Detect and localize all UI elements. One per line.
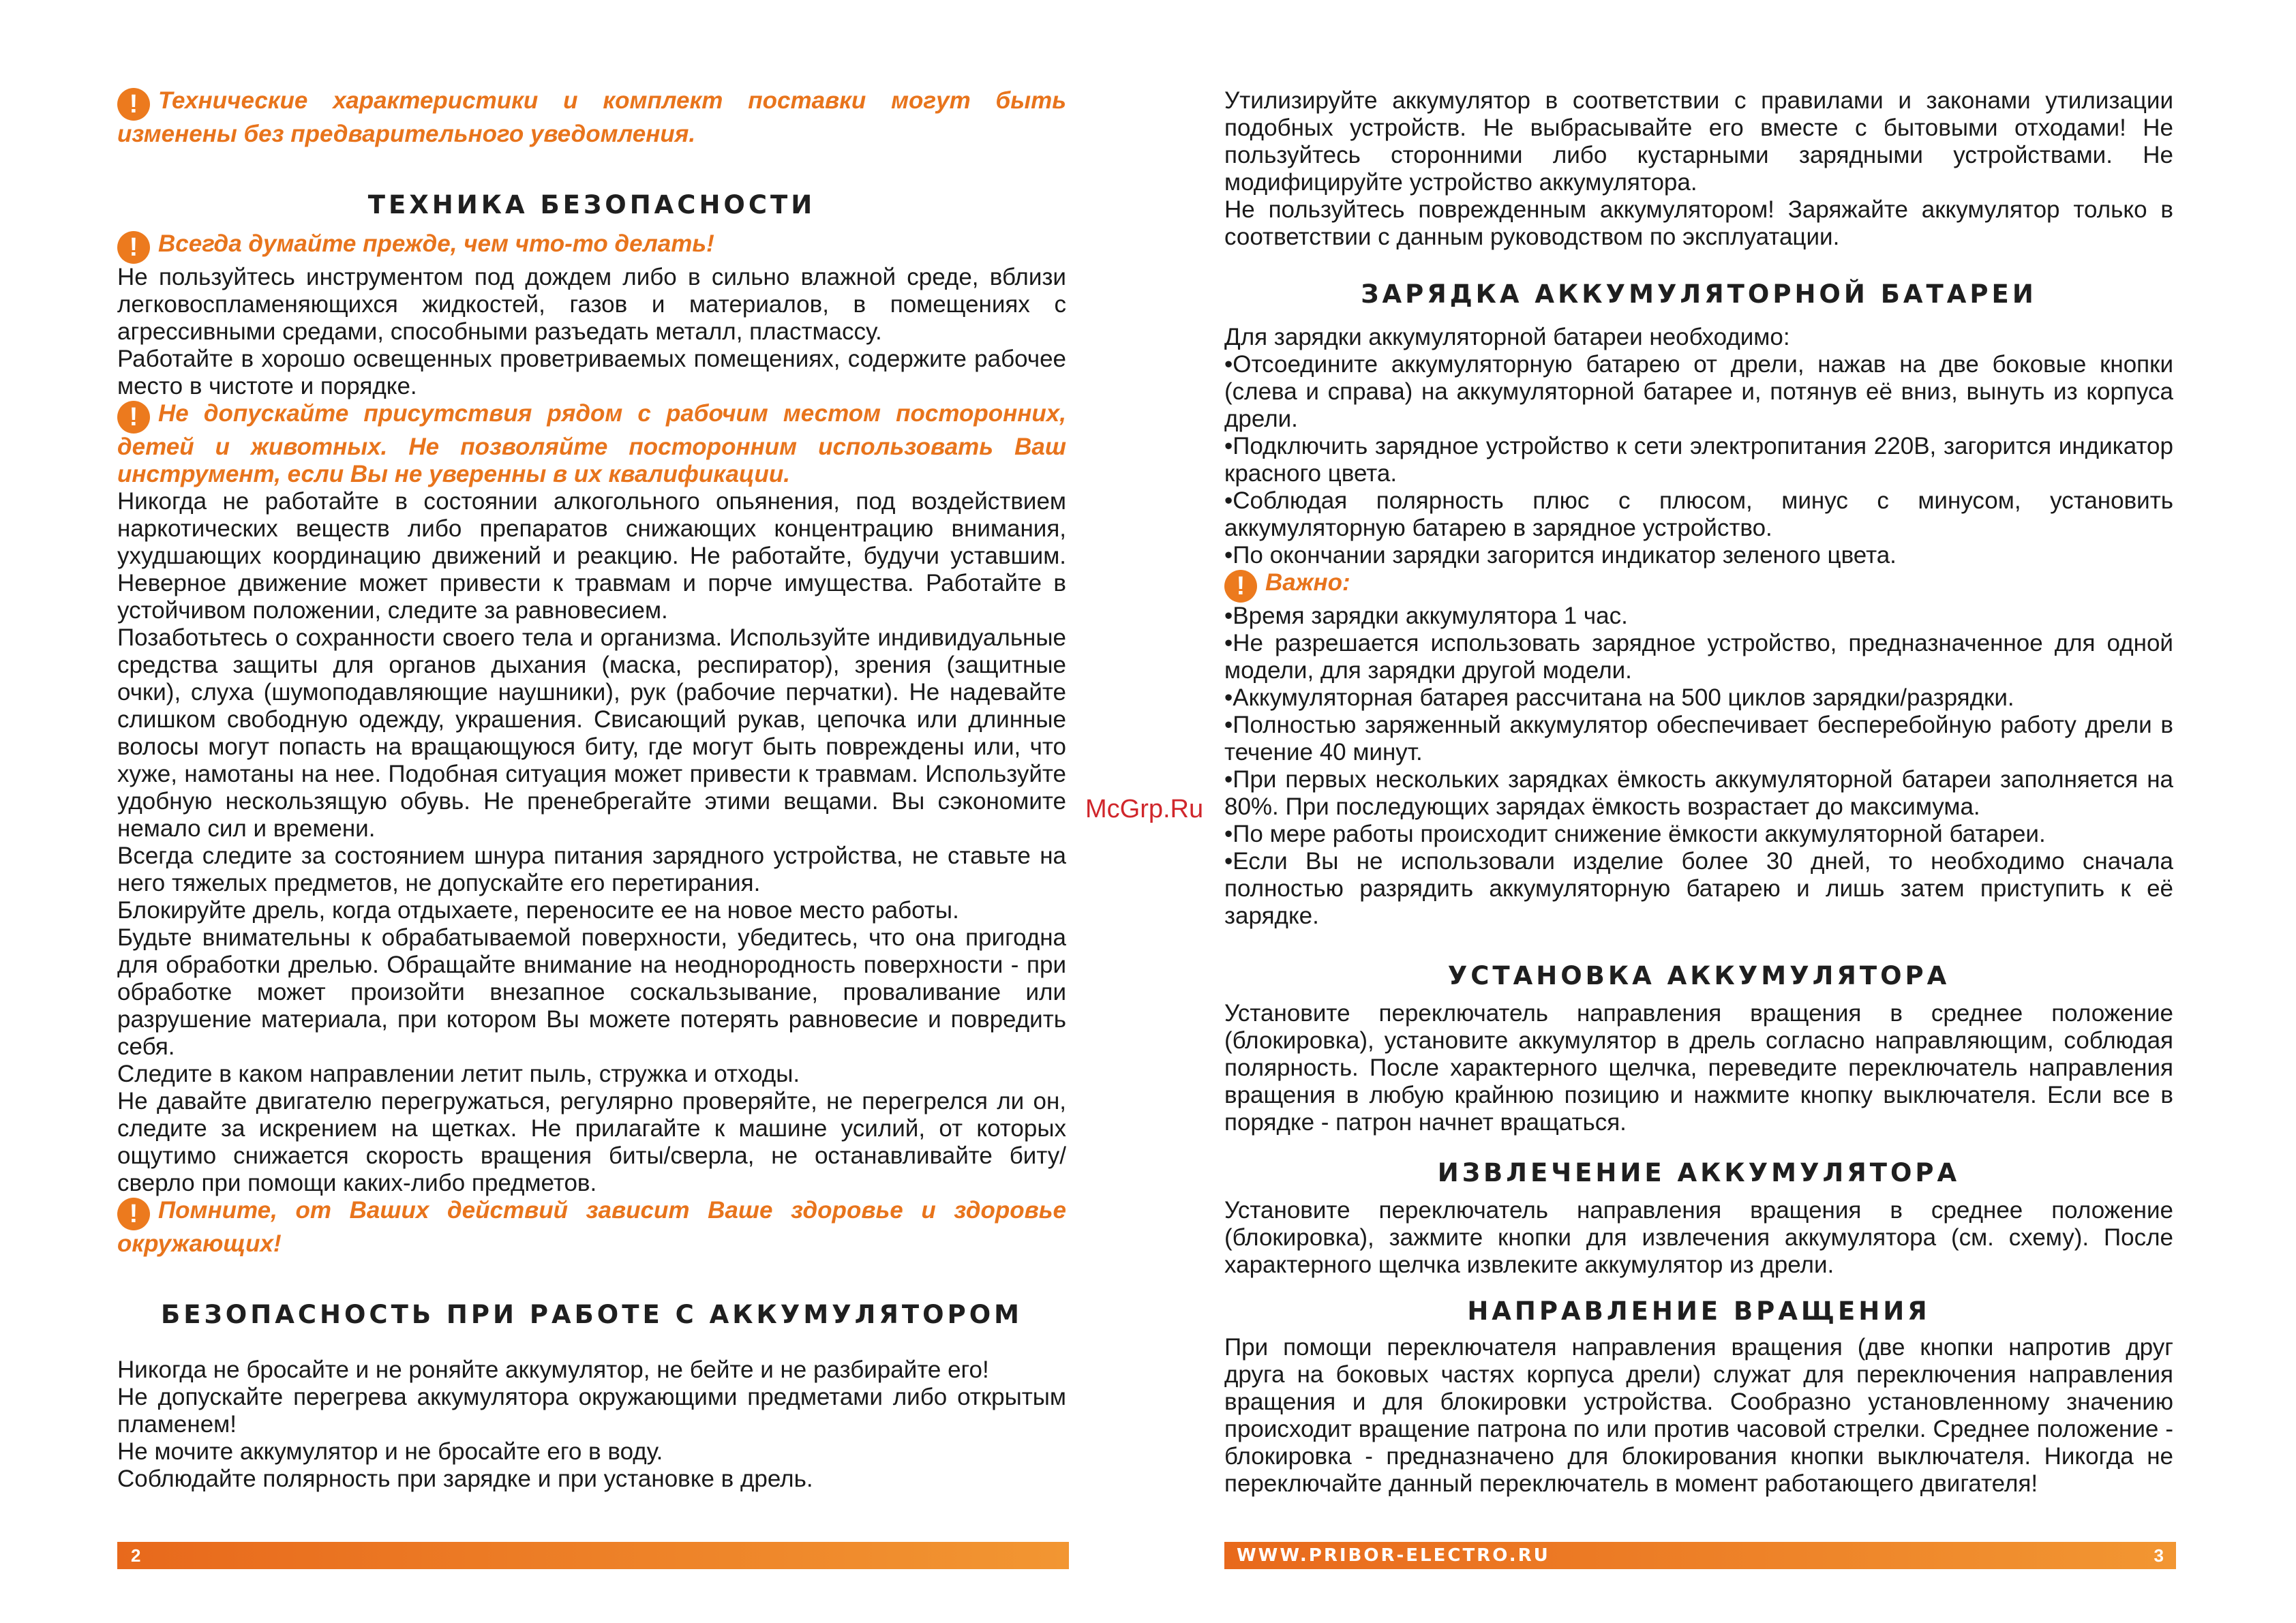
important-item: •Аккумуляторная батарея рассчитана на 500 циклов зарядки/разрядки. <box>1224 684 2014 711</box>
safety-paragraph: Будьте внимательны к обрабатываемой поверхности, убедитесь, что она пригодна для обработки дрелью. Обращайте внимание на неоднородность поверхности - при обработке может произойти внезапное соскальзывание, проваливание или разрушение материала, при котором Вы можете потерять равновесие и повредить себя. <box>117 924 1066 1060</box>
exclamation-icon: ! <box>117 231 150 264</box>
install-title: УСТАНОВКА АККУМУЛЯТОРА <box>1447 961 1950 990</box>
important-item: •Полностью заряженный аккумулятор обеспечивает бесперебойную работу дрели в течение 40 минут. <box>1224 712 2173 765</box>
charging-title: ЗАРЯДКА АККУМУЛЯТОРНОЙ БАТАРЕИ <box>1361 279 2037 309</box>
remove-title: ИЗВЛЕЧЕНИЕ АККУМУЛЯТОРА <box>1437 1158 1961 1187</box>
safety-paragraph: Не давайте двигателю перегружаться, регулярно проверяйте, не перегрелся ли он, следите за искрением на щетках. Не прилагайте к машине усилий, от которых ощутимо снижается скорость вращения биты/сверла, не останавливайте биту/сверло при помощи каких-либо предметов. <box>117 1088 1066 1196</box>
safety-note-3: ! Помните, от Ваших действий зависит Ваше здоровье и здоровье окружающих! <box>117 1197 1066 1257</box>
charging-lead: Для зарядки аккумуляторной батареи необходимо: <box>1224 324 1790 350</box>
direction-paragraph: При помощи переключателя направления вращения (две кнопки напротив друг друга на боковых частях корпуса дрели) служат для переключения направления вращения и для блокировки устройства. Сообразно установленному значению происходит вращение патрона по или против часовой стрелки. Среднее положение - блокировка - предназначено для блокирования кнопки выключателя. Никогда не переключайте данный переключатель в момент работающего двигателя! <box>1224 1334 2173 1497</box>
important-item: •Если Вы не использовали изделие более 30 дней, то необходимо сначала полностью разрядить аккумуляторную батарею и лишь затем приступить к её зарядке. <box>1224 848 2173 929</box>
install-paragraph: Установите переключатель направления вращения в среднее положение (блокировка), установите аккумулятор в дрель согласно направляющим, соблюдая полярность. После характерного щелчка, переведите переключатель направления вращения в любую крайнюю позицию и нажмите кнопку выключателя. Если все в порядке - патрон начнет вращаться. <box>1224 1000 2173 1136</box>
battery-safety-paragraph: Не мочите аккумулятор и не бросайте его в воду. <box>117 1438 663 1465</box>
safety-paragraph: Работайте в хорошо освещенных проветриваемых помещениях, содержите рабочее место в чистоте и порядке. <box>117 346 1066 399</box>
important-item: •Время зарядки аккумулятора 1 час. <box>1224 603 1628 629</box>
damaged-battery-paragraph: Не пользуйтесь поврежденным аккумулятором! Заряжайте аккумулятор только в соответствии с данным руководством по эксплуатации. <box>1224 196 2173 250</box>
exclamation-icon: ! <box>117 401 150 434</box>
intro-note: ! Технические характеристики и комплект поставки могут быть изменены без предварительного уведомления. <box>117 87 1066 147</box>
charging-step: •Отсоедините аккумуляторную батарею от дрели, нажав на две боковые кнопки (слева и справа) на аккумуляторной батарее и, потянув её вниз, вынуть из корпуса дрели. <box>1224 351 2173 432</box>
safety-paragraph: Не пользуйтесь инструментом под дождем либо в сильно влажной среде, вблизи легковоспламеняющихся жидкостей, газов и материалов, в помещениях с агрессивными средами, способными разъедать металл, пластмассу. <box>117 264 1066 345</box>
watermark: McGrp.Ru <box>1085 795 1204 823</box>
battery-safety-paragraph: Не допускайте перегрева аккумулятора окружающими предметами либо открытым пламенем! <box>117 1384 1066 1438</box>
direction-title: НАПРАВЛЕНИЕ ВРАЩЕНИЯ <box>1467 1296 1931 1326</box>
safety-paragraph: Блокируйте дрель, когда отдыхаете, переносите ее на новое место работы. <box>117 897 959 924</box>
charging-step: •По окончании зарядки загорится индикатор зеленого цвета. <box>1224 542 1897 568</box>
safety-note-2: ! Не допускайте присутствия рядом с рабочим местом посторонних, детей и животных. Не позволяйте посторонним использовать Ваш инструмент, если Вы не уверенны в их квалификации. <box>117 400 1066 487</box>
footer-bar-right <box>1224 1542 2176 1569</box>
right-page <box>1224 87 2173 1498</box>
charging-step: •Подключить зарядное устройство к сети электропитания 220В, загорится индикатор красного цвета. <box>1224 433 2173 487</box>
safety-paragraph: Никогда не работайте в состоянии алкогольного опьянения, под воздействием наркотических веществ либо препаратов снижающих концентрацию внимания, ухудшающих координацию движений и реакцию. Не работайте, будучи уставшим. Неверное движение может привести к травмам и порче имущества. Работайте в устойчивом положении, следите за равновесием. <box>117 488 1066 624</box>
battery-safety-title: БЕЗОПАСНОСТЬ ПРИ РАБОТЕ С АККУМУЛЯТОРОМ <box>161 1300 1023 1329</box>
battery-safety-paragraph: Никогда не бросайте и не роняйте аккумулятор, не бейте и не разбирайте его! <box>117 1356 989 1383</box>
page-number-right: 3 <box>2154 1545 2164 1566</box>
safety-note-1: ! Всегда думайте прежде, чем что-то делать! <box>117 230 1066 264</box>
battery-safety-paragraph: Соблюдайте полярность при зарядке и при установке в дрель. <box>117 1466 813 1492</box>
page-number-left: 2 <box>131 1545 141 1566</box>
charging-step: •Соблюдая полярность плюс с плюсом, минус с минусом, установить аккумуляторную батарею в зарядное устройство. <box>1224 487 2173 541</box>
left-page <box>117 87 1066 1493</box>
remove-paragraph: Установите переключатель направления вращения в среднее положение (блокировка), зажмите кнопки для извлечения аккумулятора (см. схему). После характерного щелчка извлеките аккумулятор из дрели. <box>1224 1197 2173 1278</box>
exclamation-icon: ! <box>117 1198 150 1230</box>
exclamation-icon: ! <box>1224 570 1257 603</box>
important-item: •Не разрешается использовать зарядное устройство, предназначенное для одной модели, для зарядки другой модели. <box>1224 630 2173 684</box>
important-item: •По мере работы происходит снижение ёмкости аккумуляторной батареи. <box>1224 821 2046 847</box>
website-url[interactable]: WWW.PRIBOR-ELECTRO.RU <box>1237 1545 1550 1566</box>
safety-title: ТЕХНИКА БЕЗОПАСНОСТИ <box>367 190 816 219</box>
important-item: •При первых нескольких зарядках ёмкость аккумуляторной батареи заполняется на 80%. При последующих зарядах ёмкость возрастает до максимума. <box>1224 766 2173 820</box>
footer-bar-left <box>117 1542 1069 1569</box>
disposal-paragraph: Утилизируйте аккумулятор в соответствии с правилами и законами утилизации подобных устройств. Не выбрасывайте его вместе с бытовыми отходами! Не пользуйтесь сторонними либо кустарными зарядными устройствами. Не модифицируйте устройство аккумулятора. <box>1224 87 2173 196</box>
important-note: ! Важно: <box>1224 569 2173 603</box>
safety-paragraph: Всегда следите за состоянием шнура питания зарядного устройства, не ставьте на него тяжелых предметов, не допускайте его перетирания. <box>117 843 1066 896</box>
exclamation-icon: ! <box>117 88 150 121</box>
safety-paragraph: Позаботьтесь о сохранности своего тела и организма. Используйте индивидуальные средства защиты для органов дыхания (маска, респиратор), зрения (защитные очки), слуха (шумоподавляющие наушники), рук (рабочие перчатки). Не надевайте слишком свободную одежду, украшения. Свисающий рукав, цепочка или длинные волосы могут попасть на вращающуюся биту, где могут быть повреждены или, что хуже, намотаны на нее. Подобная ситуация может привести к травмам. Используйте удобную нескользящую обувь. Не пренебрегайте этими вещами. Вы сэкономите немало сил и времени. <box>117 624 1066 842</box>
safety-paragraph: Следите в каком направлении летит пыль, стружка и отходы. <box>117 1061 800 1087</box>
